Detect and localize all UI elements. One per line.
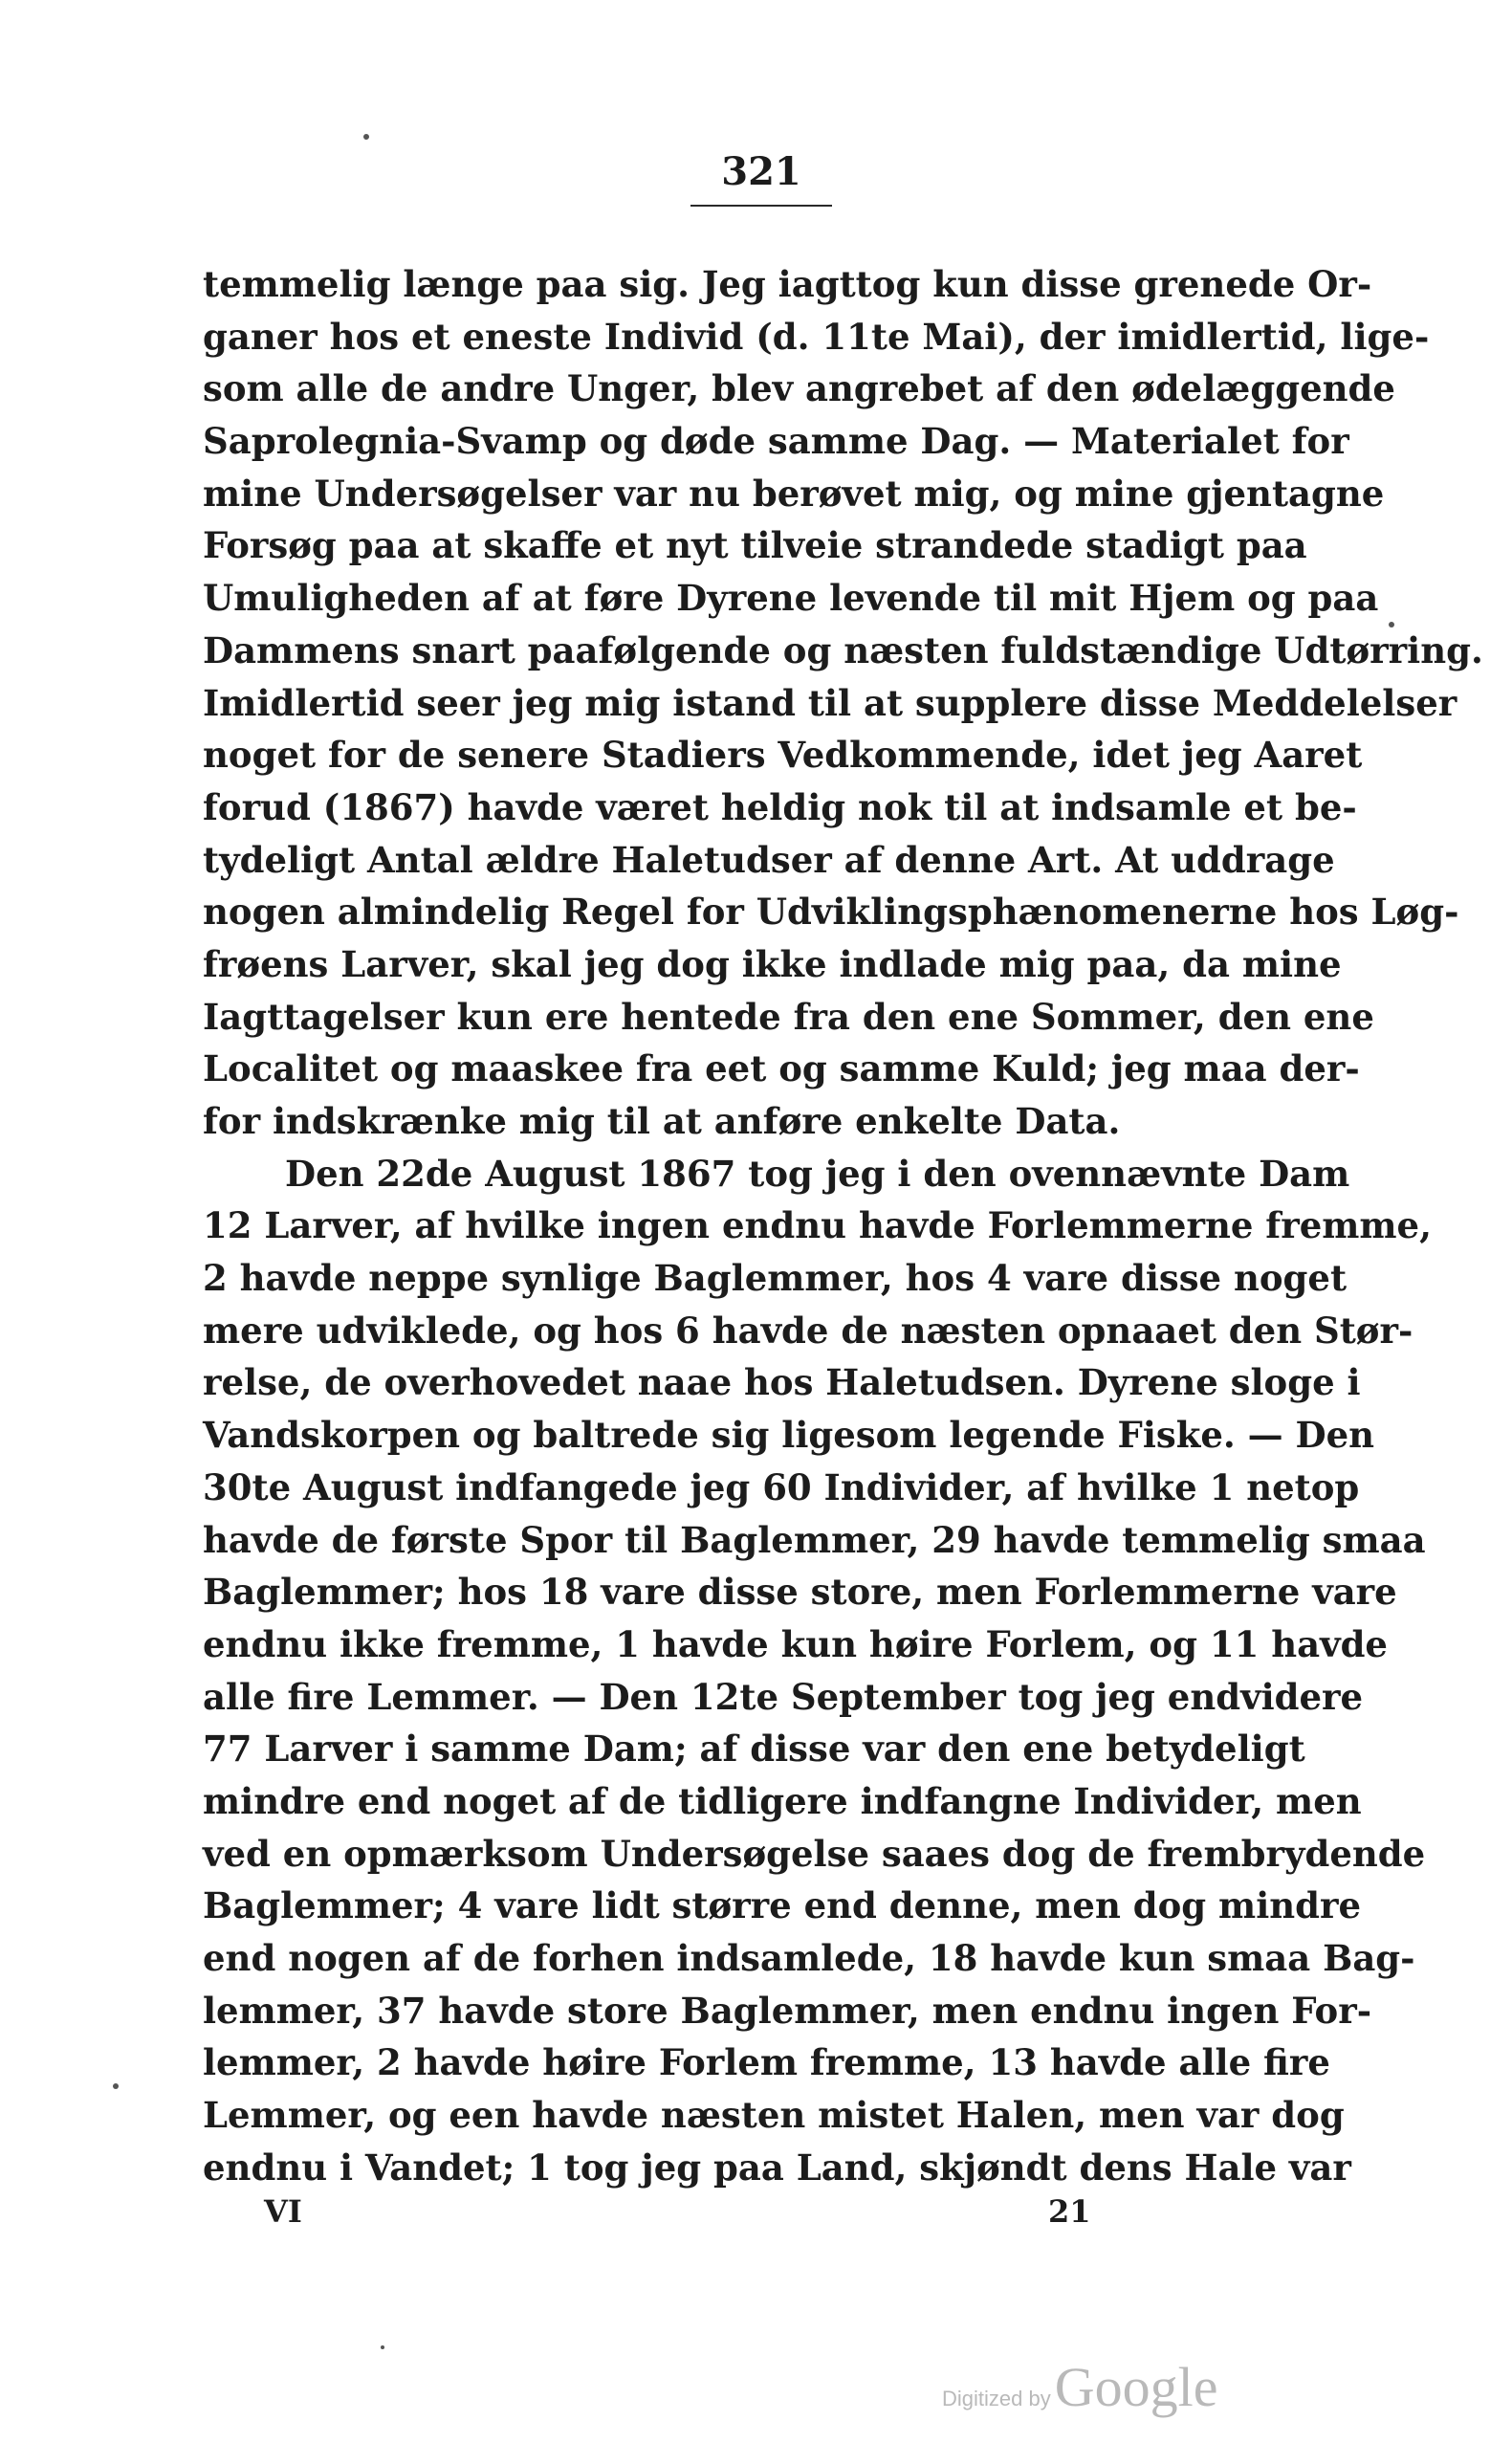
text-line: mindre end noget af de tidligere indfangne Individer, men (203, 1779, 1362, 1822)
text-line: lemmer, 2 havde høire Forlem fremme, 13 havde alle fire (203, 2041, 1330, 2084)
text-line: mine Undersøgelser var nu berøvet mig, og mine gjentagne (203, 472, 1385, 515)
watermark-brand: Google (1054, 2356, 1218, 2418)
digitization-watermark (942, 2355, 1217, 2419)
text-line: 2 havde neppe synlige Baglemmer, hos 4 vare disse noget (203, 1257, 1348, 1300)
page-number-underline (690, 205, 832, 207)
scan-speck (1389, 622, 1394, 627)
text-line: Baglemmer; hos 18 vare disse store, men Forlemmerne vare (203, 1571, 1397, 1614)
text-line: Saprolegnia-Svamp og døde samme Dag. — Materialet for (203, 420, 1349, 463)
text-line: 12 Larver, af hvilke ingen endnu havde Forlemmerne fremme, (203, 1204, 1432, 1247)
text-line: temmelig længe paa sig. Jeg iagttog kun disse grenede Or- (203, 263, 1372, 305)
text-line: havde de første Spor til Baglemmer, 29 havde temmelig smaa (203, 1518, 1426, 1561)
text-line: nogen almindelig Regel for Udviklingsphænomenerne hos Løg- (203, 891, 1459, 934)
text-line: Imidlertid seer jeg mig istand til at supplere disse Meddelelser (203, 681, 1457, 724)
text-line: relse, de overhovedet naae hos Haletudsen. Dyrene sloge i (203, 1361, 1361, 1404)
text-line: som alle de andre Unger, blev angrebet af den ødelæggende (203, 367, 1395, 410)
text-line: endnu ikke fremme, 1 havde kun høire Forlem, og 11 havde (203, 1622, 1388, 1665)
scan-speck (381, 2345, 384, 2349)
body-text (203, 258, 1483, 2193)
text-line: endnu i Vandet; 1 tog jeg paa Land, skjøndt dens Hale var (203, 2146, 1351, 2189)
signature-mark: VI (264, 2193, 302, 2230)
text-line: frøens Larver, skal jeg dog ikke indlade mig paa, da mine (203, 942, 1342, 985)
text-line: forud (1867) havde været heldig nok til at indsamle et be- (203, 785, 1357, 828)
text-line: Umuligheden af at føre Dyrene levende til mit Hjem og paa (203, 577, 1379, 620)
text-line: Iagttagelser kun ere hentede fra den ene Sommer, den ene (203, 995, 1374, 1038)
text-line: 30te August indfangede jeg 60 Individer, af hvilke 1 netop (203, 1465, 1360, 1508)
text-line: end nogen af de forhen indsamlede, 18 havde kun smaa Bag- (203, 1937, 1415, 1979)
text-line: 77 Larver i samme Dam; af disse var den ene betydeligt (203, 1728, 1305, 1771)
scan-speck (363, 134, 369, 140)
text-line: tydeligt Antal ældre Haletudser af denne Art. At uddrage (203, 838, 1335, 881)
text-line: mere udviklede, og hos 6 havde de næsten opnaaet den Stør- (203, 1309, 1413, 1352)
text-line: Localitet og maaskee fra eet og samme Kuld; jeg maa der- (203, 1047, 1360, 1090)
scan-speck (113, 2083, 119, 2089)
text-line: lemmer, 37 havde store Baglemmer, men endnu ingen For- (203, 1989, 1372, 2032)
sheet-number: 21 (1048, 2193, 1091, 2230)
paragraph-start-line: Den 22de August 1867 tog jeg i den ovennævnte Dam (285, 1152, 1350, 1195)
text-line: alle fire Lemmer. — Den 12te September tog jeg endvidere (203, 1675, 1364, 1718)
paragraph-end-line: for indskrænke mig til at anføre enkelte Data. (203, 1100, 1121, 1142)
text-line: Vandskorpen og baltrede sig ligesom legende Fiske. — Den (203, 1414, 1375, 1457)
text-line: Baglemmer; 4 vare lidt større end denne, men dog mindre (203, 1884, 1362, 1927)
text-line: ganer hos et eneste Individ (d. 11te Mai), der imidlertid, lige- (203, 315, 1430, 358)
text-line: ved en opmærksom Undersøgelse saaes dog de frembrydende (203, 1832, 1426, 1875)
watermark-prefix: Digitized by (942, 2387, 1051, 2410)
text-line: Dammens snart paafølgende og næsten fuldstændige Udtørring. (203, 628, 1483, 671)
text-line: Lemmer, og een havde næsten mistet Halen, men var dog (203, 2094, 1345, 2137)
text-line: Forsøg paa at skaffe et nyt tilveie strandede stadigt paa (203, 524, 1307, 567)
page-number: 321 (721, 149, 801, 194)
text-line: noget for de senere Stadiers Vedkommende, idet jeg Aaret (203, 734, 1363, 777)
